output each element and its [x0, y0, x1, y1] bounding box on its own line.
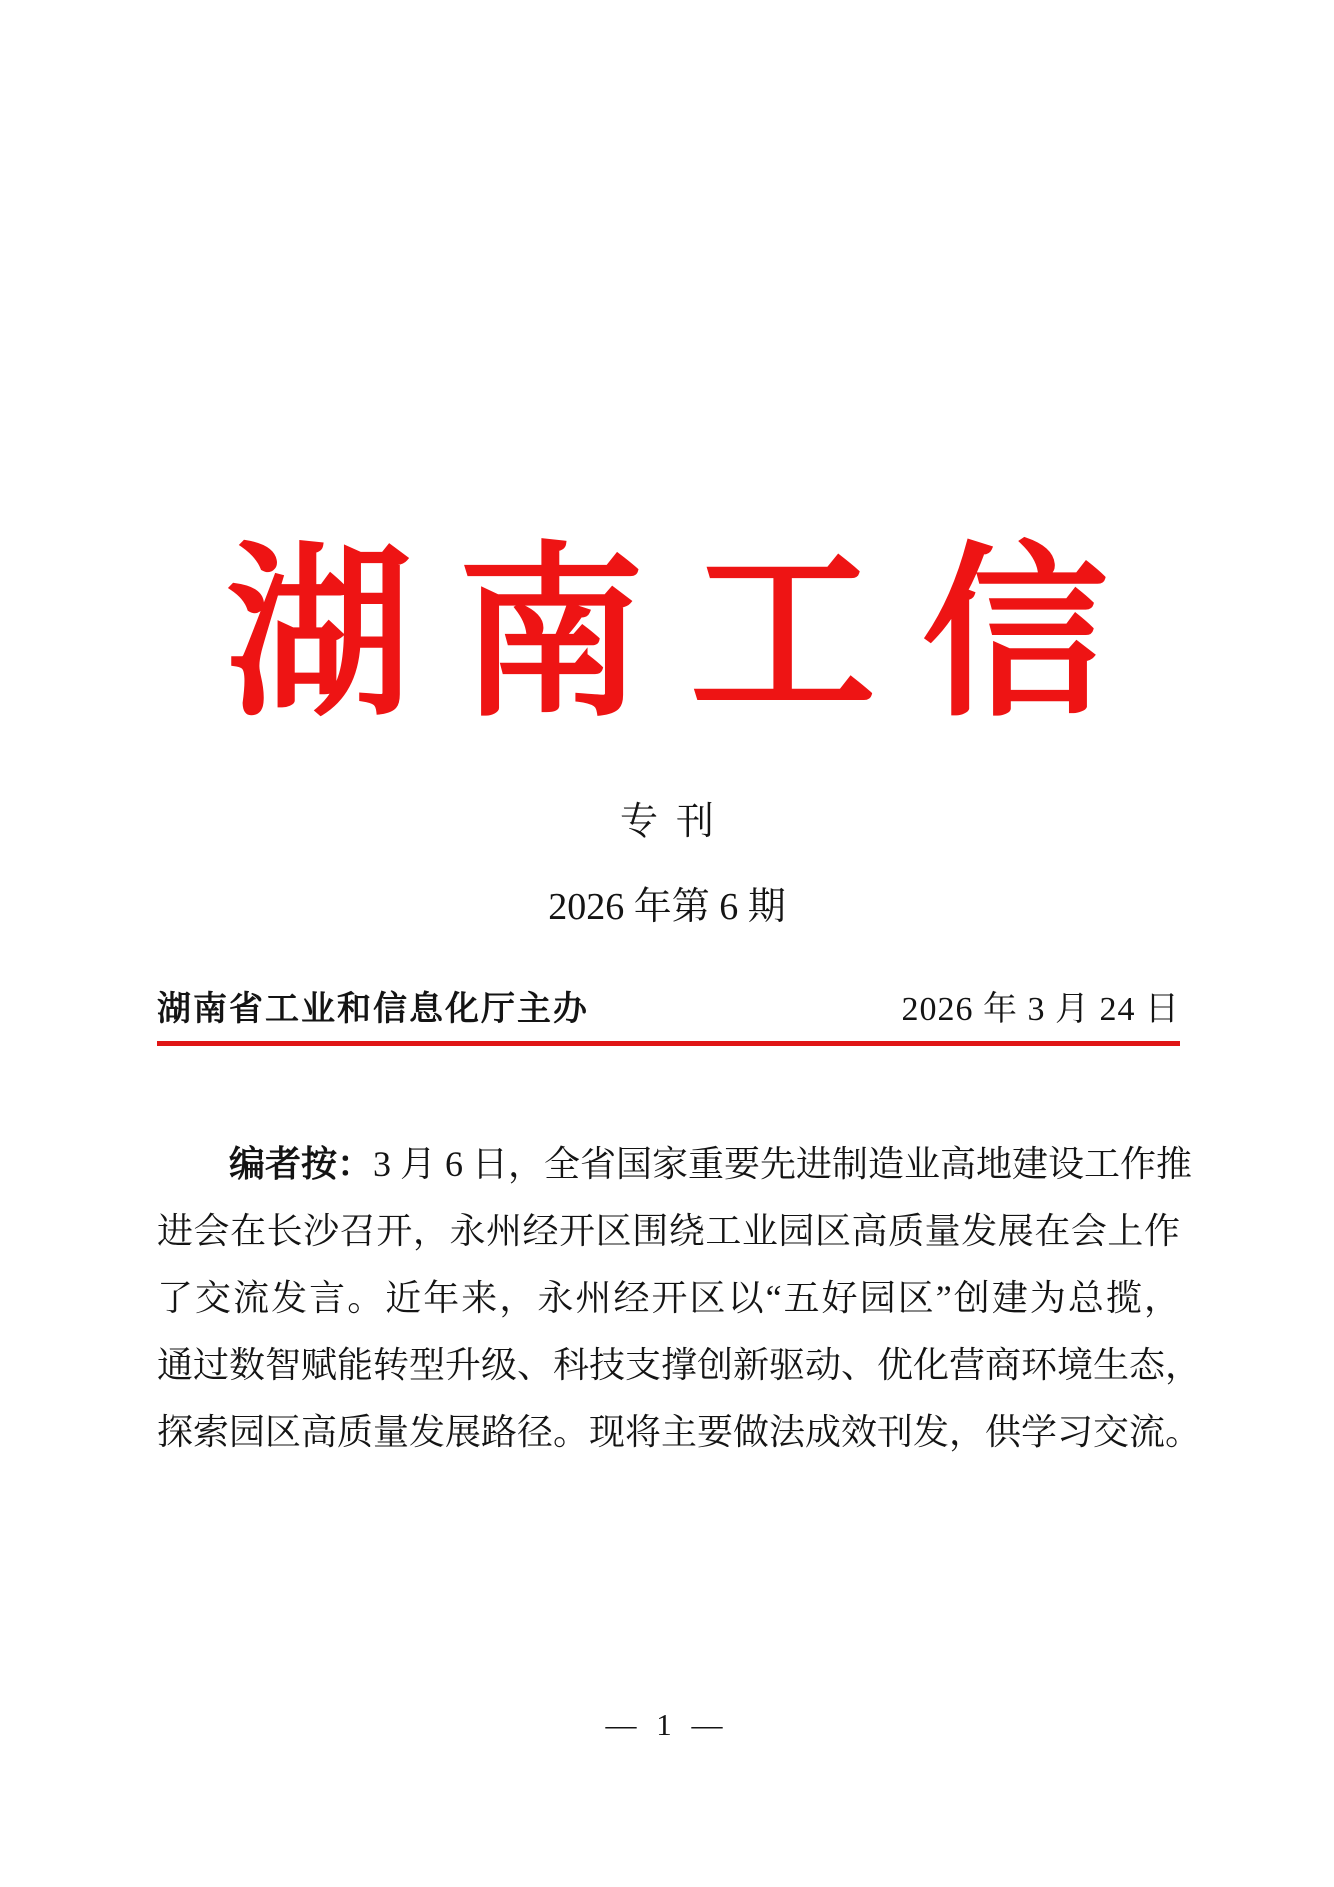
paragraph-line-4: 通过数智赋能转型升级、科技支撑创新驱动、优化营商环境生态，: [157, 1345, 1202, 1385]
paragraph-line-2: 进会在长沙召开，永州经开区围绕工业园区高质量发展在会上作: [157, 1211, 1180, 1251]
paragraph-line-5: 探索园区高质量发展路径。现将主要做法成效刊发，供学习交流。: [157, 1412, 1202, 1452]
masthead-row: [157, 988, 1180, 1032]
editor-note-label: 编者按：: [229, 1144, 374, 1185]
paragraph-line-3: 了交流发言。近年来，永州经开区以“五好园区”创建为总揽，: [157, 1278, 1180, 1318]
paragraph-line-1-text: 3 月 6 日，全省国家重要先进制造业高地建设工作推: [373, 1144, 1193, 1184]
issue-number: 2026 年第 6 期: [548, 886, 786, 928]
organizer-label: 湖南省工业和信息化厅主办: [157, 991, 589, 1028]
editor-note-paragraph: [157, 1131, 1202, 1466]
page-number: — 1 —: [605, 1707, 729, 1742]
publication-date: 2026 年 3 月 24 日: [901, 991, 1180, 1028]
masthead-divider-rule: [157, 1041, 1180, 1046]
paragraph-line-1: [157, 1131, 1193, 1198]
publication-title: 湖南工信: [225, 525, 1154, 742]
subtitle-special-issue: 专刊: [619, 801, 732, 843]
